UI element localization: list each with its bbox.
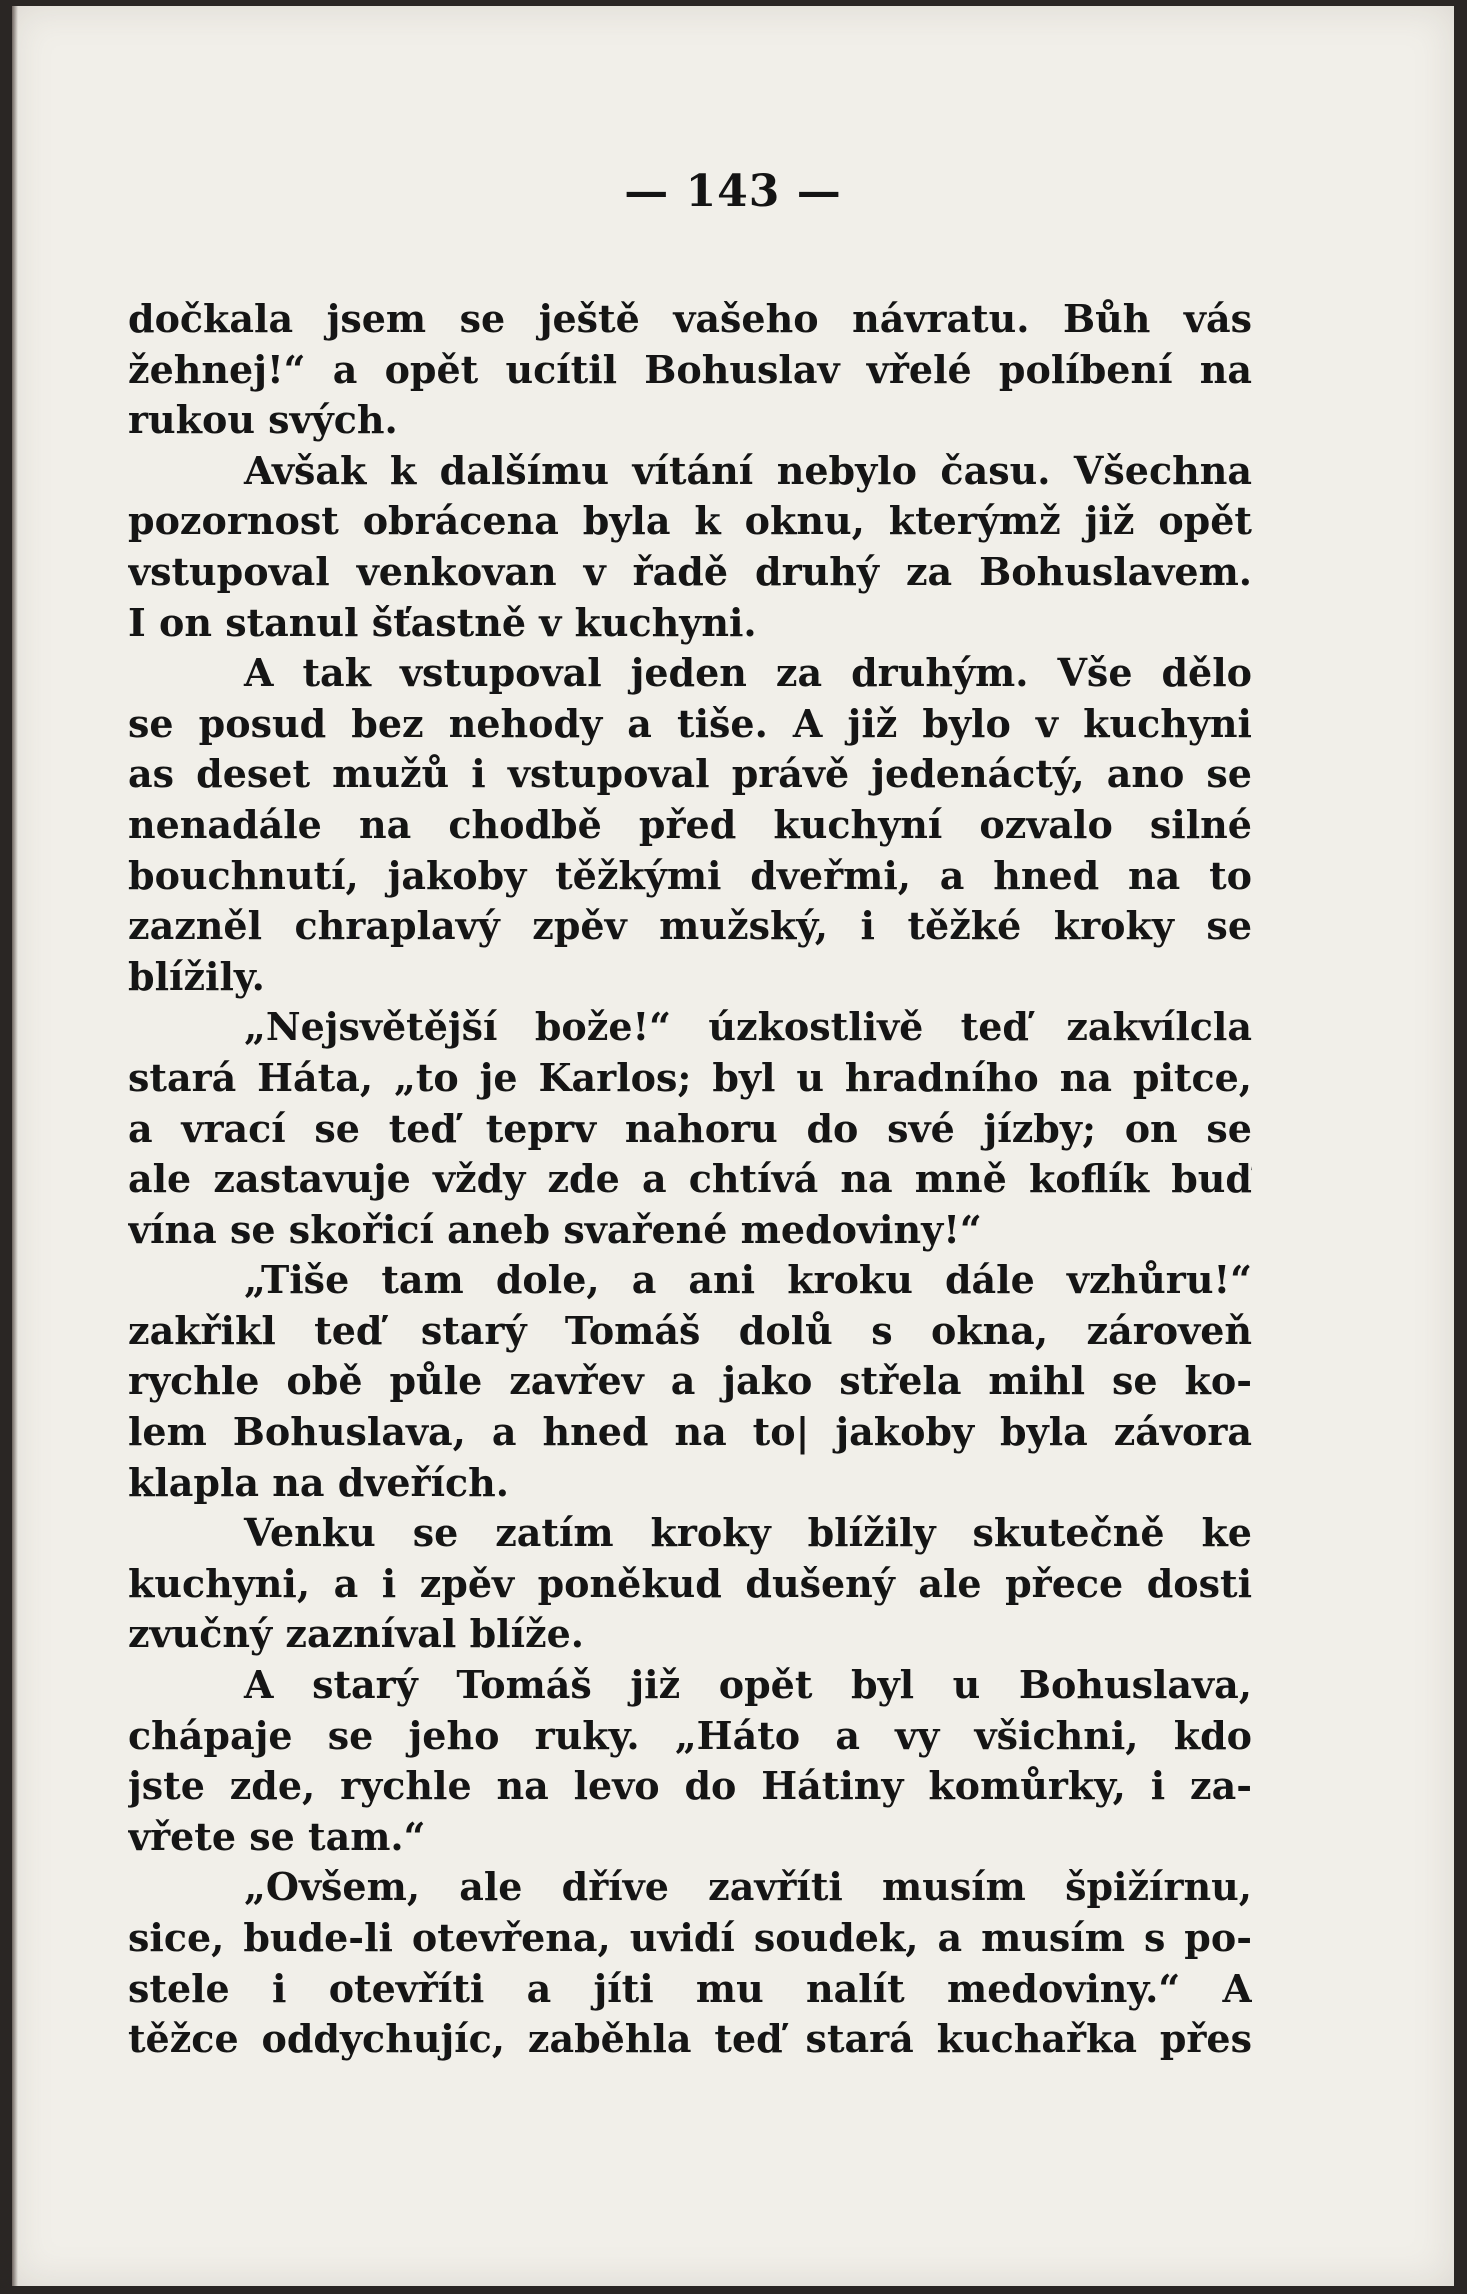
text-line: Venku se zatím kroky blížily skutečně ke	[244, 1510, 1252, 1556]
text-line: se posud bez nehody a tiše. A již bylo v kuchyni	[128, 700, 1252, 746]
text-line: žehnej!“ a opět ucítil Bohuslav vřelé políbení na	[128, 346, 1252, 392]
text-line: klapla na dveřích.	[128, 1459, 510, 1505]
text-line: jste zde, rychle na levo do Hátiny komůrky, i za-	[128, 1763, 1252, 1809]
text-line: „Ovšem, ale dříve zavříti musím špižírnu,	[244, 1864, 1252, 1910]
text-line: kuchyni, a i zpěv poněkud dušený ale přece dosti	[128, 1560, 1252, 1606]
book-page	[12, 6, 1454, 2286]
text-line: dočkala jsem se ještě vašeho návratu. Bůh vás	[128, 296, 1252, 341]
text-line: zakřikl teď starý Tomáš dolů s okna, zároveň	[128, 1307, 1252, 1353]
text-line: Avšak k dalšímu vítání nebylo času. Všechna	[244, 447, 1252, 493]
body-text	[128, 294, 1252, 2065]
text-line: nenadále na chodbě před kuchyní ozvalo silné	[128, 801, 1252, 847]
text-line: vína se skořicí aneb svařené medoviny!“	[128, 1206, 982, 1252]
text-line: a vrací se teď teprv nahoru do své jízby; on se	[128, 1105, 1252, 1151]
text-line: I on stanul šťastně v kuchyni.	[128, 599, 757, 645]
text-line: chápaje se jeho ruky. „Háto a vy všichni, kdo	[128, 1712, 1252, 1758]
text-line: těžce oddychujíc, zaběhla teď stará kuchařka přes	[128, 2016, 1252, 2062]
text-line: as deset mužů i vstupoval právě jedenáctý, ano se	[128, 751, 1252, 797]
text-line: vřete se tam.“	[128, 1813, 426, 1859]
text-line: vstupoval venkovan v řadě druhý za Bohuslavem.	[128, 548, 1252, 594]
text-line: bouchnutí, jakoby těžkými dveřmi, a hned na to	[128, 852, 1252, 898]
page-number: — 143 —	[624, 166, 842, 217]
text-line: „Tiše tam dole, a ani kroku dále vzhůru!“	[244, 1257, 1252, 1303]
text-line: zazněl chraplavý zpěv mužský, i těžké kroky se	[128, 903, 1252, 949]
text-line: sice, bude-li otevřena, uvidí soudek, a musím s po-	[128, 1915, 1252, 1960]
text-line: rukou svých.	[128, 397, 398, 443]
text-line: blížily.	[128, 953, 265, 999]
text-line: A starý Tomáš již opět byl u Bohuslava,	[244, 1662, 1252, 1708]
text-line: „Nejsvětější bože!“ úzkostlivě teď zakvílcla	[244, 1004, 1252, 1050]
text-line: rychle obě půle zavřev a jako střela mihl se ko-	[128, 1358, 1252, 1404]
text-line: zvučný zazníval blíže.	[128, 1611, 584, 1657]
text-line: lem Bohuslava, a hned na to| jakoby byla závora	[128, 1409, 1252, 1455]
text-line: stele i otevříti a jíti mu nalít medoviny.“ A	[128, 1965, 1252, 2011]
text-line: A tak vstupoval jeden za druhým. Vše dělo	[244, 650, 1252, 696]
text-line: ale zastavuje vždy zde a chtívá na mně koflík buď	[128, 1156, 1252, 1202]
text-line: pozornost obrácena byla k oknu, kterýmž již opět	[128, 498, 1252, 544]
text-line: stará Háta, „to je Karlos; byl u hradního na pitce,	[128, 1054, 1252, 1100]
